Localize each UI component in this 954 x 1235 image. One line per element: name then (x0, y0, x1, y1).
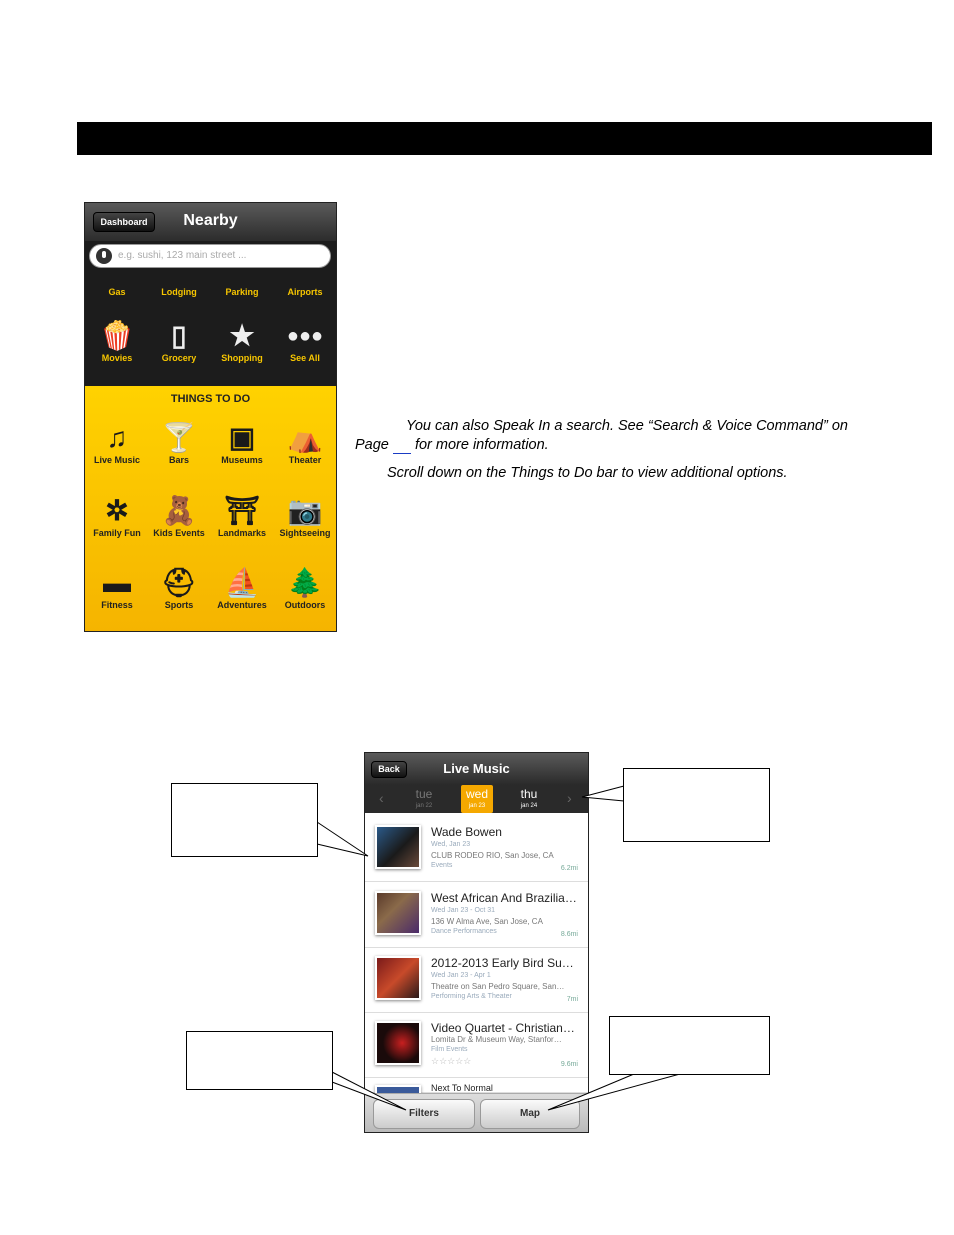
event-title: 2012-2013 Early Bird Su… (431, 956, 574, 970)
event-distance: 7mi (566, 996, 578, 1003)
event-date: Wed Jan 23 - Apr 1 (431, 972, 491, 979)
music-note-icon: ♫ (106, 422, 128, 453)
thing-theater[interactable]: ⛺ Theater (274, 421, 336, 465)
event-date: Wed Jan 23 - Oct 31 (431, 907, 496, 914)
portrait-icon: ▣ (228, 422, 256, 453)
callout-day-selector (623, 768, 770, 842)
live-music-title: Live Music (443, 761, 510, 776)
thing-museums[interactable]: ▣ Museums (211, 421, 273, 465)
dashboard-back-button[interactable]: Dashboard (93, 212, 155, 232)
map-button[interactable]: Map (480, 1099, 580, 1129)
event-category: Dance Performances (431, 928, 497, 935)
category-movies[interactable]: 🍿 Movies (86, 319, 148, 363)
more-dots-icon: ●●● (286, 325, 324, 347)
event-date: Wed, Jan 23 (431, 841, 471, 848)
milk-carton-icon: ▯ (171, 320, 187, 351)
category-grocery[interactable]: ▯ Grocery (148, 319, 210, 363)
event-venue: Lomita Dr & Museum Way, Stanfor… (431, 1035, 562, 1044)
bridge-icon: ⛩ (224, 495, 260, 526)
ferris-wheel-icon: ✲ (105, 495, 129, 526)
event-venue: 136 W Alma Ave, San Jose, CA (431, 917, 543, 926)
dumbbell-icon: ▬ (103, 567, 131, 598)
nearby-title: Nearby (183, 212, 238, 229)
thing-bars[interactable]: 🍸 Bars (148, 421, 210, 465)
category-parking[interactable]: Parking (225, 287, 259, 297)
event-distance: 6.2mi (560, 865, 578, 872)
chevron-left-icon[interactable]: ‹ (379, 790, 384, 806)
callout-filters (186, 1031, 333, 1090)
category-lodging[interactable]: Lodging (161, 287, 197, 297)
event-title: West African And Brazilia… (431, 891, 577, 905)
popcorn-icon: 🍿 (99, 320, 135, 351)
pointer-next-day (582, 786, 624, 801)
thing-live-music[interactable]: ♫ Live Music (86, 421, 148, 465)
thing-landmarks[interactable]: ⛩ Landmarks (211, 494, 273, 538)
sailboat-icon: ⛵ (224, 567, 260, 598)
category-shopping[interactable]: ★ Shopping (211, 319, 273, 363)
pointer-event-row (317, 822, 368, 856)
event-venue: CLUB RODEO RIO, San Jose, CA (431, 851, 554, 860)
filters-button[interactable]: Filters (373, 1099, 475, 1129)
camera-icon: 📷 (287, 495, 323, 526)
back-button[interactable]: Back (371, 761, 407, 778)
pointer-filters (332, 1072, 406, 1110)
event-category: Performing Arts & Theater (431, 993, 512, 1000)
day-wed[interactable]: wed jan 23 (461, 785, 493, 813)
shopping-bag-icon: ★ (229, 320, 255, 351)
thing-outdoors[interactable]: 🌲 Outdoors (274, 566, 336, 610)
scroll-note: Scroll down on the Things to Do bar to view additional options. (387, 465, 788, 481)
thing-fitness[interactable]: ▬ Fitness (86, 566, 148, 610)
pine-tree-icon: 🌲 (287, 567, 323, 598)
thing-adventures[interactable]: ⛵ Adventures (211, 566, 273, 610)
event-title: Next To Normal (431, 1083, 493, 1093)
event-title: Video Quartet - Christian… (431, 1021, 575, 1035)
helmet-icon: ⛑ (161, 567, 197, 598)
event-category: Events (431, 862, 453, 869)
day-thu[interactable]: thu jan 24 (520, 787, 538, 809)
teddy-bear-icon: 🧸 (161, 495, 197, 526)
search-placeholder: e.g. sushi, 123 main street ... (118, 250, 247, 261)
day-tue[interactable]: tue jan 22 (415, 787, 433, 809)
pointer-map (548, 1074, 680, 1110)
callout-map (609, 1016, 770, 1075)
thing-sightseeing[interactable]: 📷 Sightseeing (274, 494, 336, 538)
speak-note-line1: You can also Speak In a search. See “Search & Voice Command” on (406, 418, 848, 434)
event-distance: 9.6mi (560, 1061, 578, 1068)
cocktail-icon: 🍸 (161, 422, 197, 453)
event-title: Wade Bowen (431, 825, 502, 839)
things-to-do-title: THINGS TO DO (170, 393, 251, 405)
thing-sports[interactable]: ⛑ Sports (148, 566, 210, 610)
thing-kids-events[interactable]: 🧸 Kids Events (148, 494, 210, 538)
event-rating-stars: ☆☆☆☆☆ (431, 1056, 472, 1066)
event-category: Film Events (431, 1046, 468, 1053)
category-airports[interactable]: Airports (287, 287, 323, 297)
category-gas[interactable]: Gas (108, 287, 126, 297)
chevron-right-icon[interactable]: › (567, 790, 572, 806)
speak-note-line2: Page for more information. (355, 437, 549, 453)
event-venue: Theatre on San Pedro Square, San… (431, 982, 565, 991)
stage-icon: ⛺ (287, 422, 323, 453)
callout-event-list (171, 783, 318, 857)
thing-family-fun[interactable]: ✲ Family Fun (86, 494, 148, 538)
category-see-all[interactable]: ●●● See All (274, 319, 336, 363)
event-distance: 8.6mi (560, 931, 578, 938)
